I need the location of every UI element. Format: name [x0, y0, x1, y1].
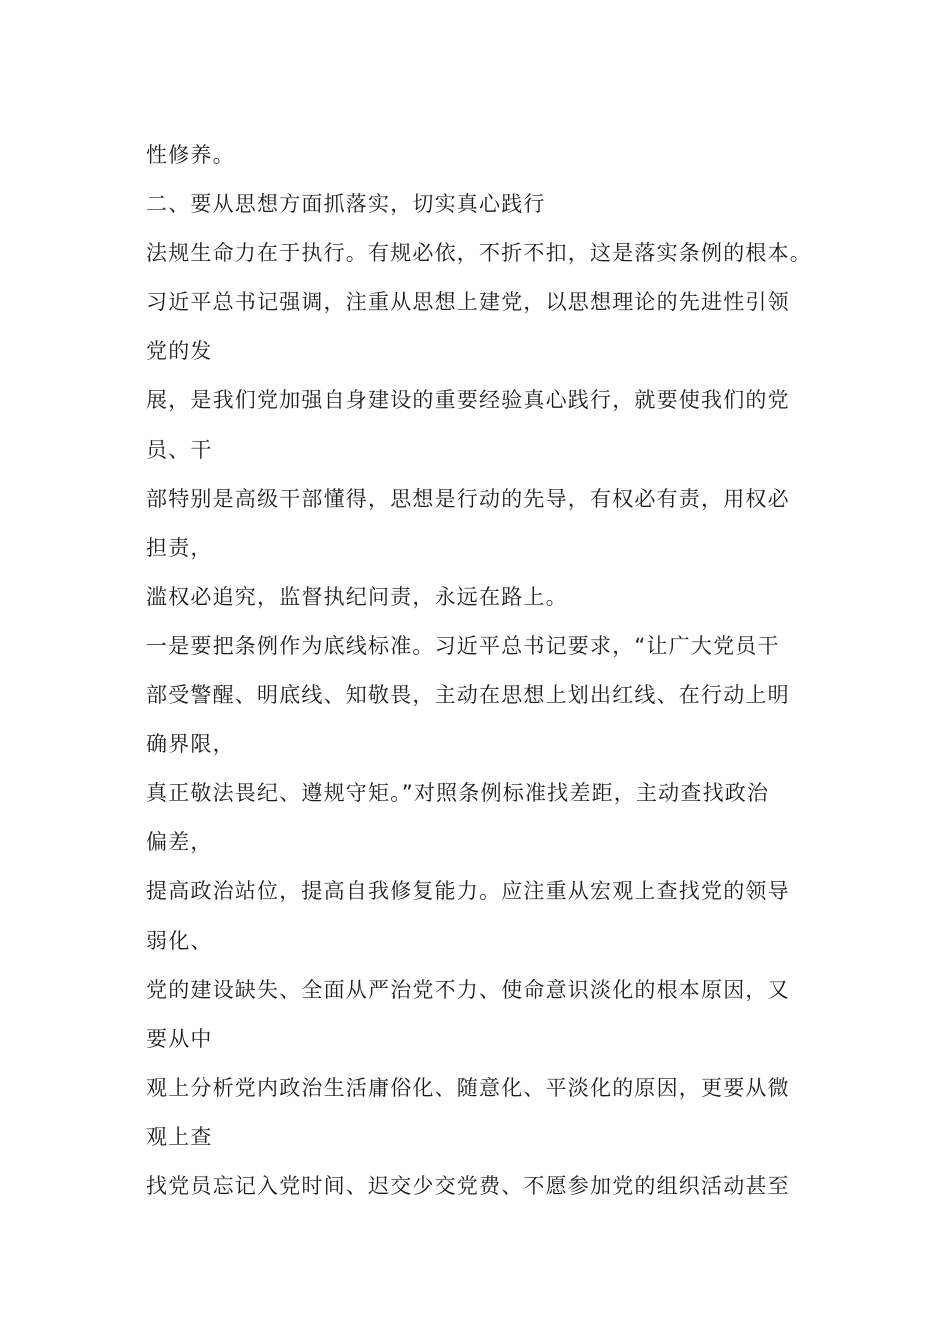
- text-line: 找党员忘记入党时间、迟交少交党费、不愿参加党的组织活动甚至: [146, 1173, 790, 1198]
- text-line: 法规生命力在于执行。有规必依，不折不扣，这是落实条例的根本。: [146, 241, 812, 266]
- text-line: 性修养。: [146, 143, 235, 167]
- text-line: 真正敬法畏纪、遵规守矩。”对照条例标准找差距，主动查找政治: [146, 781, 770, 806]
- document-body: [146, 131, 836, 1211]
- text-line: 观上分析党内政治生活庸俗化、随意化、平淡化的原因，更要从微: [146, 1075, 790, 1100]
- text-line: 确界限，: [146, 732, 235, 757]
- text-line: 员、干: [146, 437, 213, 462]
- text-line: 部特别是高级干部懂得，思想是行动的先导，有权必有责，用权必: [146, 486, 790, 511]
- text-line: 担责，: [146, 535, 213, 560]
- text-line: 一是要把条例作为底线标准。习近平总书记要求，“让广大党员干: [146, 633, 780, 658]
- text-line: 提高政治站位，提高自我修复能力。应注重从宏观上查找党的领导: [146, 879, 790, 904]
- text-line: 部受警醒、明底线、知敬畏，主动在思想上划出红线、在行动上明: [146, 683, 790, 708]
- text-line: 要从中: [146, 1026, 213, 1051]
- text-line: 展，是我们党加强自身建设的重要经验真心践行，就要使我们的党: [146, 388, 790, 413]
- text-line: 滥权必追究，监督执纪问责，永远在路上。: [146, 584, 568, 609]
- text-line: 观上查: [146, 1124, 213, 1149]
- text-line: 习近平总书记强调，注重从思想上建党，以思想理论的先进性引领: [146, 290, 790, 315]
- text-line: 党的建设缺失、全面从严治党不力、使命意识淡化的根本原因，又: [146, 977, 790, 1002]
- text-line: 党的发: [146, 339, 213, 364]
- text-line: 偏差，: [146, 830, 213, 855]
- section-heading: 二、要从思想方面抓落实，切实真心践行: [146, 192, 546, 217]
- text-line: 弱化、: [146, 928, 213, 953]
